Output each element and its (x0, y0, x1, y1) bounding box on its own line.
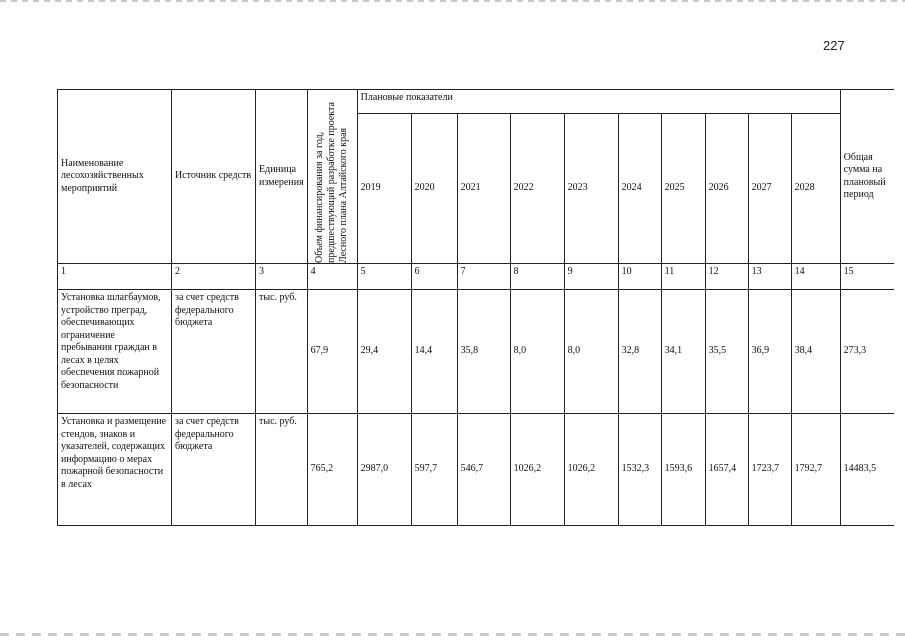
header-name: Наименование лесохозяйственных мероприятий (58, 90, 172, 264)
column-number: 5 (357, 264, 411, 290)
header-unit: Единица измерения (256, 90, 308, 264)
column-number: 6 (411, 264, 457, 290)
header-total: Общая сумма на плановый период (840, 90, 894, 264)
header-planned: Плановые показатели (357, 90, 840, 114)
column-number: 15 (840, 264, 894, 290)
column-number: 8 (510, 264, 564, 290)
column-number-row (58, 264, 895, 290)
row-value-2023: 1026,2 (564, 414, 618, 526)
row-value-2023: 8,0 (564, 290, 618, 414)
header-year: 2027 (748, 114, 791, 264)
row-source: за счет средств федерального бюджета (172, 414, 256, 526)
column-number: 4 (307, 264, 357, 290)
row-value-2024: 32,8 (618, 290, 661, 414)
row-value-2025: 34,1 (661, 290, 705, 414)
header-financing-text: Объем финансирования за год, предшествующий разработке проекта Лесного плана Алтайского края (314, 101, 350, 263)
row-value-2021: 546,7 (457, 414, 510, 526)
scan-artifact-bottom (0, 633, 905, 636)
column-number: 7 (457, 264, 510, 290)
column-number: 2 (172, 264, 256, 290)
row-total: 14483,5 (840, 414, 894, 526)
row-name: Установка и размещение стендов, знаков и указателей, содержащих информацию о мерах пожарной безопасности в лесах (58, 414, 172, 526)
row-value-2028: 1792,7 (791, 414, 840, 526)
row-value-2022: 1026,2 (510, 414, 564, 526)
row-value-2020: 14,4 (411, 290, 457, 414)
column-number: 14 (791, 264, 840, 290)
row-value-2028: 38,4 (791, 290, 840, 414)
column-number: 13 (748, 264, 791, 290)
column-number: 12 (705, 264, 748, 290)
header-source: Источник средств (172, 90, 256, 264)
row-total: 273,3 (840, 290, 894, 414)
scan-artifact-top (0, 0, 905, 2)
header-year: 2022 (510, 114, 564, 264)
column-number: 10 (618, 264, 661, 290)
header-year: 2019 (357, 114, 411, 264)
column-number: 1 (58, 264, 172, 290)
row-unit: тыс. руб. (256, 414, 308, 526)
row-unit: тыс. руб. (256, 290, 308, 414)
header-row-top (58, 90, 895, 114)
header-year: 2026 (705, 114, 748, 264)
header-year: 2021 (457, 114, 510, 264)
forestry-measures-table (57, 89, 894, 526)
table-row (58, 414, 895, 526)
column-number: 11 (661, 264, 705, 290)
row-financing: 765,2 (307, 414, 357, 526)
row-value-2021: 35,8 (457, 290, 510, 414)
column-number: 9 (564, 264, 618, 290)
row-value-2027: 36,9 (748, 290, 791, 414)
header-year: 2028 (791, 114, 840, 264)
row-value-2019: 29,4 (357, 290, 411, 414)
row-value-2024: 1532,3 (618, 414, 661, 526)
table-row (58, 290, 895, 414)
row-value-2022: 8,0 (510, 290, 564, 414)
header-year: 2025 (661, 114, 705, 264)
row-name: Установка шлагбаумов, устройство преград, обеспечивающих ограничение пребывания граждан в лесах в целях обеспечения пожарной безопасности (58, 290, 172, 414)
header-financing (307, 90, 357, 264)
row-value-2019: 2987,0 (357, 414, 411, 526)
page-number: 227 (823, 38, 845, 53)
row-value-2026: 35,5 (705, 290, 748, 414)
row-value-2025: 1593,6 (661, 414, 705, 526)
row-value-2026: 1657,4 (705, 414, 748, 526)
row-value-2020: 597,7 (411, 414, 457, 526)
header-year: 2023 (564, 114, 618, 264)
row-source: за счет средств федерального бюджета (172, 290, 256, 414)
row-financing: 67,9 (307, 290, 357, 414)
header-year: 2024 (618, 114, 661, 264)
header-year: 2020 (411, 114, 457, 264)
row-value-2027: 1723,7 (748, 414, 791, 526)
column-number: 3 (256, 264, 308, 290)
